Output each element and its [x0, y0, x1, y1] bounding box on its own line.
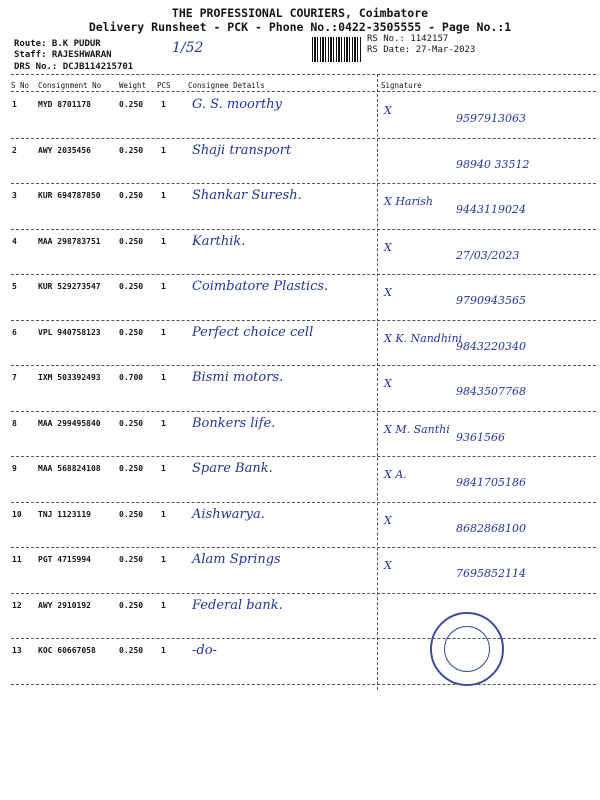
handwritten-note: 1/52 — [172, 40, 204, 56]
row-weight: 0.250 — [119, 464, 144, 473]
row-signature: X Harish — [384, 195, 433, 208]
row-consignee: Shankar Suresh. — [192, 188, 302, 203]
row-consignee: Federal bank. — [192, 597, 283, 613]
row-signature: X — [384, 104, 392, 117]
signature-column-divider — [377, 74, 378, 690]
staff-label: Staff: RAJESHWARAN — [14, 50, 112, 60]
column-header-pcs: PCS — [157, 81, 171, 90]
barcode-icon — [312, 37, 362, 62]
row-weight: 0.250 — [119, 646, 144, 655]
rs-date: RS Date: 27-Mar-2023 — [367, 45, 476, 55]
row-weight: 0.250 — [119, 100, 144, 109]
row-consignee: -do- — [192, 643, 217, 658]
row-consignee: Karthik. — [192, 233, 246, 249]
row-sno: 13 — [12, 646, 22, 655]
row-phone: 9790943565 — [456, 294, 526, 307]
header-bottom-rule — [11, 91, 596, 92]
row-consignee: Aishwarya. — [192, 506, 265, 522]
row-pcs: 1 — [161, 464, 166, 473]
row-phone: 9443119024 — [456, 203, 526, 216]
row-sno: 11 — [12, 555, 22, 564]
row-phone: 98940 33512 — [456, 157, 530, 171]
row-weight: 0.700 — [119, 373, 144, 382]
row-consignment-no: MAA 298783751 — [38, 236, 101, 246]
row-pcs: 1 — [161, 191, 166, 200]
row-signature: X — [384, 286, 392, 299]
row-pcs: 1 — [161, 646, 166, 655]
row-divider — [11, 183, 596, 184]
company-title: THE PROFESSIONAL COURIERS, Coimbatore — [171, 6, 429, 20]
drs-label: DRS No.: DCJB114215701 — [14, 62, 134, 72]
row-phone: 7695852114 — [456, 567, 526, 580]
row-weight: 0.250 — [119, 145, 144, 155]
row-divider — [11, 684, 596, 685]
row-phone: 9597913063 — [456, 112, 526, 125]
row-consignment-no: KUR 529273547 — [38, 282, 101, 291]
rs-number: RS No.: 1142157 — [367, 34, 449, 44]
row-consignment-no: KOC 60667058 — [38, 646, 96, 655]
row-pcs: 1 — [161, 418, 166, 428]
row-phone: 27/03/2023 — [456, 248, 520, 262]
row-sno: 8 — [12, 418, 17, 428]
row-weight: 0.250 — [119, 509, 144, 519]
row-weight: 0.250 — [119, 555, 144, 564]
row-weight: 0.250 — [119, 236, 144, 246]
row-signature: X — [384, 377, 392, 390]
row-pcs: 1 — [161, 145, 166, 155]
row-weight: 0.250 — [119, 600, 144, 610]
row-consignee: Coimbatore Plastics. — [192, 279, 329, 294]
row-sno: 12 — [12, 600, 22, 610]
row-sno: 5 — [12, 282, 17, 291]
row-sno: 9 — [12, 464, 17, 473]
row-consignment-no: AWY 2910192 — [38, 600, 91, 610]
row-signature: X — [384, 513, 392, 527]
row-signature: X — [384, 240, 392, 254]
row-phone: 9361566 — [456, 430, 505, 444]
row-pcs: 1 — [161, 236, 166, 246]
company-stamp-inner — [444, 626, 490, 672]
row-signature: X — [384, 559, 392, 572]
row-pcs: 1 — [161, 327, 166, 337]
row-pcs: 1 — [161, 509, 166, 519]
row-consignment-no: MAA 568824108 — [38, 464, 101, 473]
column-header-consignee: Consignee Details — [188, 81, 265, 90]
row-consignee: Spare Bank. — [192, 461, 273, 476]
row-consignment-no: KUR 694787850 — [38, 191, 101, 200]
header-top-rule — [11, 74, 596, 75]
row-consignee: Alam Springs — [192, 552, 281, 567]
row-consignment-no: TNJ 1123119 — [38, 509, 91, 519]
row-sno: 10 — [12, 509, 22, 519]
row-sno: 7 — [12, 373, 17, 382]
row-pcs: 1 — [161, 282, 166, 291]
row-sno: 3 — [12, 191, 17, 200]
column-header-sno: S No — [11, 81, 30, 90]
runsheet-subtitle: Delivery Runsheet - PCK - Phone No.:0422-3505555 - Page No.:1 — [88, 20, 512, 34]
column-header-consignment: Consignment No — [38, 81, 102, 90]
row-consignment-no: MYD 8701178 — [38, 100, 91, 109]
row-consignee: Bonkers life. — [192, 415, 276, 431]
route-label: Route: B.K PUDUR — [14, 39, 101, 49]
row-consignment-no: IXM 503392493 — [38, 373, 101, 382]
row-sno: 1 — [12, 100, 17, 109]
row-pcs: 1 — [161, 600, 166, 610]
row-divider — [11, 229, 596, 230]
row-weight: 0.250 — [119, 418, 144, 428]
row-divider — [11, 320, 596, 321]
row-signature: X M. Santhi — [384, 422, 450, 436]
row-consignment-no: AWY 2035456 — [38, 145, 91, 155]
row-sno: 4 — [12, 236, 17, 246]
row-divider — [11, 638, 596, 639]
row-divider — [11, 411, 596, 412]
column-header-weight: Weight — [119, 81, 147, 90]
row-signature: X A. — [384, 468, 407, 481]
row-weight: 0.250 — [119, 282, 144, 291]
row-pcs: 1 — [161, 373, 166, 382]
row-sno: 6 — [12, 327, 17, 337]
row-phone: 8682868100 — [456, 521, 526, 535]
row-consignee: G. S. moorthy — [192, 97, 283, 112]
row-divider — [11, 138, 596, 139]
row-phone: 9843220340 — [456, 339, 526, 353]
row-pcs: 1 — [161, 555, 166, 564]
row-consignment-no: PGT 4715994 — [38, 555, 91, 564]
row-divider — [11, 274, 596, 275]
row-divider — [11, 547, 596, 548]
row-pcs: 1 — [161, 100, 166, 109]
row-weight: 0.250 — [119, 191, 144, 200]
row-divider — [11, 365, 596, 366]
row-consignment-no: MAA 299495840 — [38, 418, 101, 428]
row-consignee: Bismi motors. — [192, 370, 284, 385]
row-sno: 2 — [12, 145, 17, 155]
column-header-signature: Signature — [381, 81, 422, 90]
row-phone: 9841705186 — [456, 476, 526, 489]
row-signature: X K. Nandhini — [384, 331, 463, 345]
row-weight: 0.250 — [119, 327, 144, 337]
row-divider — [11, 456, 596, 457]
row-divider — [11, 502, 596, 503]
row-divider — [11, 593, 596, 594]
row-phone: 9843507768 — [456, 385, 526, 398]
row-consignee: Perfect choice cell — [192, 324, 314, 340]
row-consignment-no: VPL 940758123 — [38, 327, 101, 337]
row-consignee: Shaji transport — [192, 142, 292, 158]
company-stamp — [430, 612, 504, 686]
